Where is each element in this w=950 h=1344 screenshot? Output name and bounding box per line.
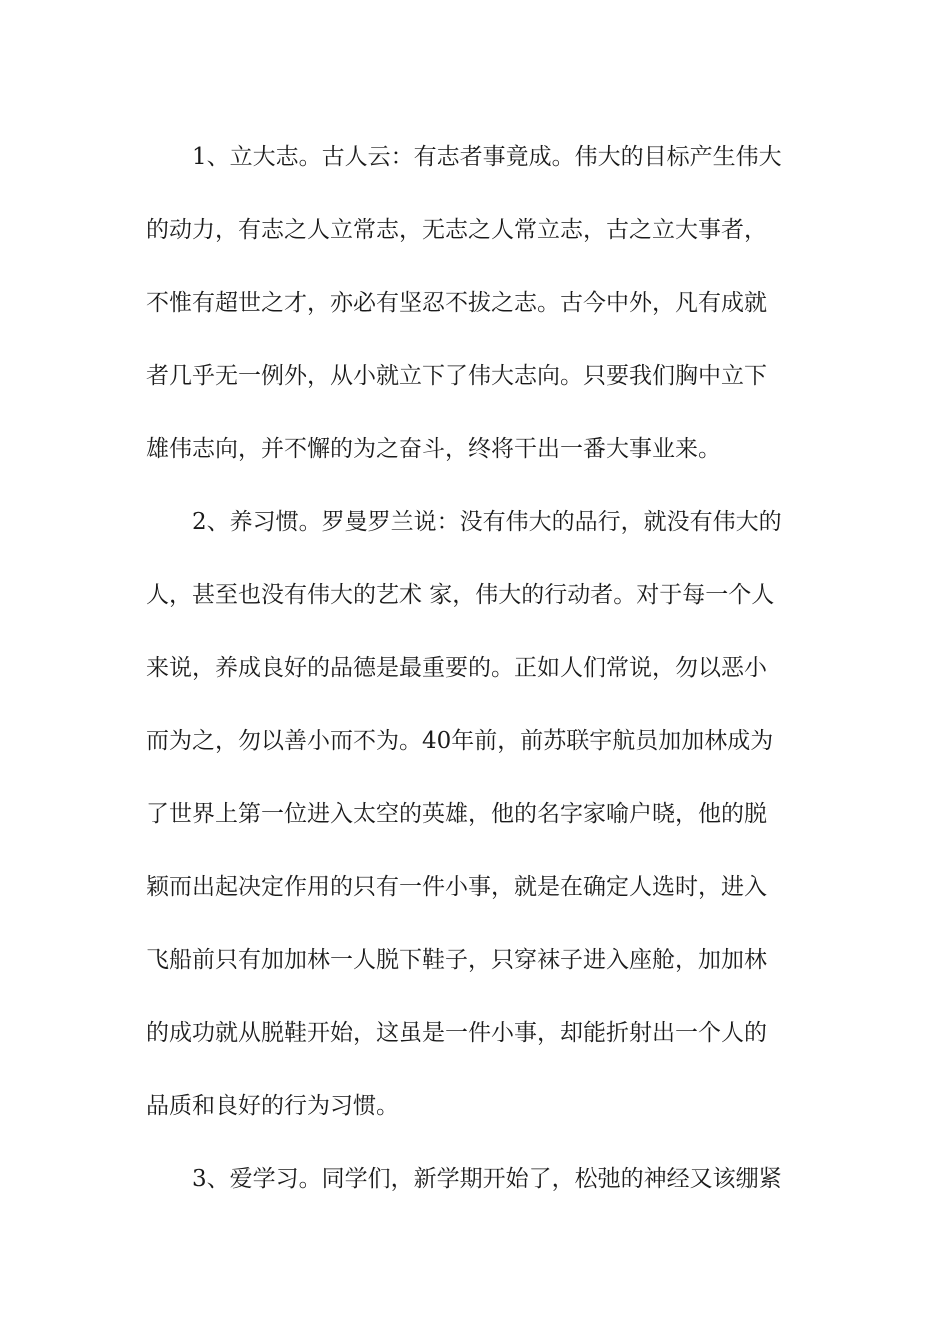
text-line: 者几乎无一例外，从小就立下了伟大志向。只要我们胸中立下 (146, 363, 767, 389)
paragraph-learning (146, 1143, 810, 1216)
text-line: 雄伟志向，并不懈的为之奋斗，终将干出一番大事业来。 (146, 436, 721, 462)
text-line: 了世界上第一位进入太空的英雄，他的名字家喻户晓，他的脱 (146, 801, 767, 827)
paragraph-habits (146, 486, 810, 1143)
text-line: 颖而出起决定作用的只有一件小事，就是在确定人选时，进入 (146, 874, 767, 900)
paragraph-aspiration (146, 121, 810, 486)
text-line: 人，甚至也没有伟大的艺术 家，伟大的行动者。对于每一个人 (146, 582, 775, 608)
text-line: 不惟有超世之才，亦必有坚忍不拔之志。古今中外，凡有成就 (146, 290, 767, 316)
text-line: 品质和良好的行为习惯。 (146, 1093, 399, 1119)
text-line: 的动力，有志之人立常志，无志之人常立志，古之立大事者， (146, 217, 767, 243)
text-line: 2、养习惯。罗曼罗兰说：没有伟大的品行，就没有伟大的 (192, 509, 782, 535)
text-line: 飞船前只有加加林一人脱下鞋子，只穿袜子进入座舱，加加林 (146, 947, 767, 973)
text-line: 1、立大志。古人云：有志者事竟成。伟大的目标产生伟大 (192, 144, 782, 170)
text-line: 3、爱学习。同学们，新学期开始了，松弛的神经又该绷紧 (192, 1166, 782, 1192)
text-line: 来说，养成良好的品德是最重要的。正如人们常说，勿以恶小 (146, 655, 767, 681)
document-body (146, 121, 810, 1216)
text-line: 的成功就从脱鞋开始，这虽是一件小事，却能折射出一个人的 (146, 1020, 767, 1046)
text-line: 而为之，勿以善小而不为。40年前，前苏联宇航员加加林成为 (146, 728, 774, 754)
